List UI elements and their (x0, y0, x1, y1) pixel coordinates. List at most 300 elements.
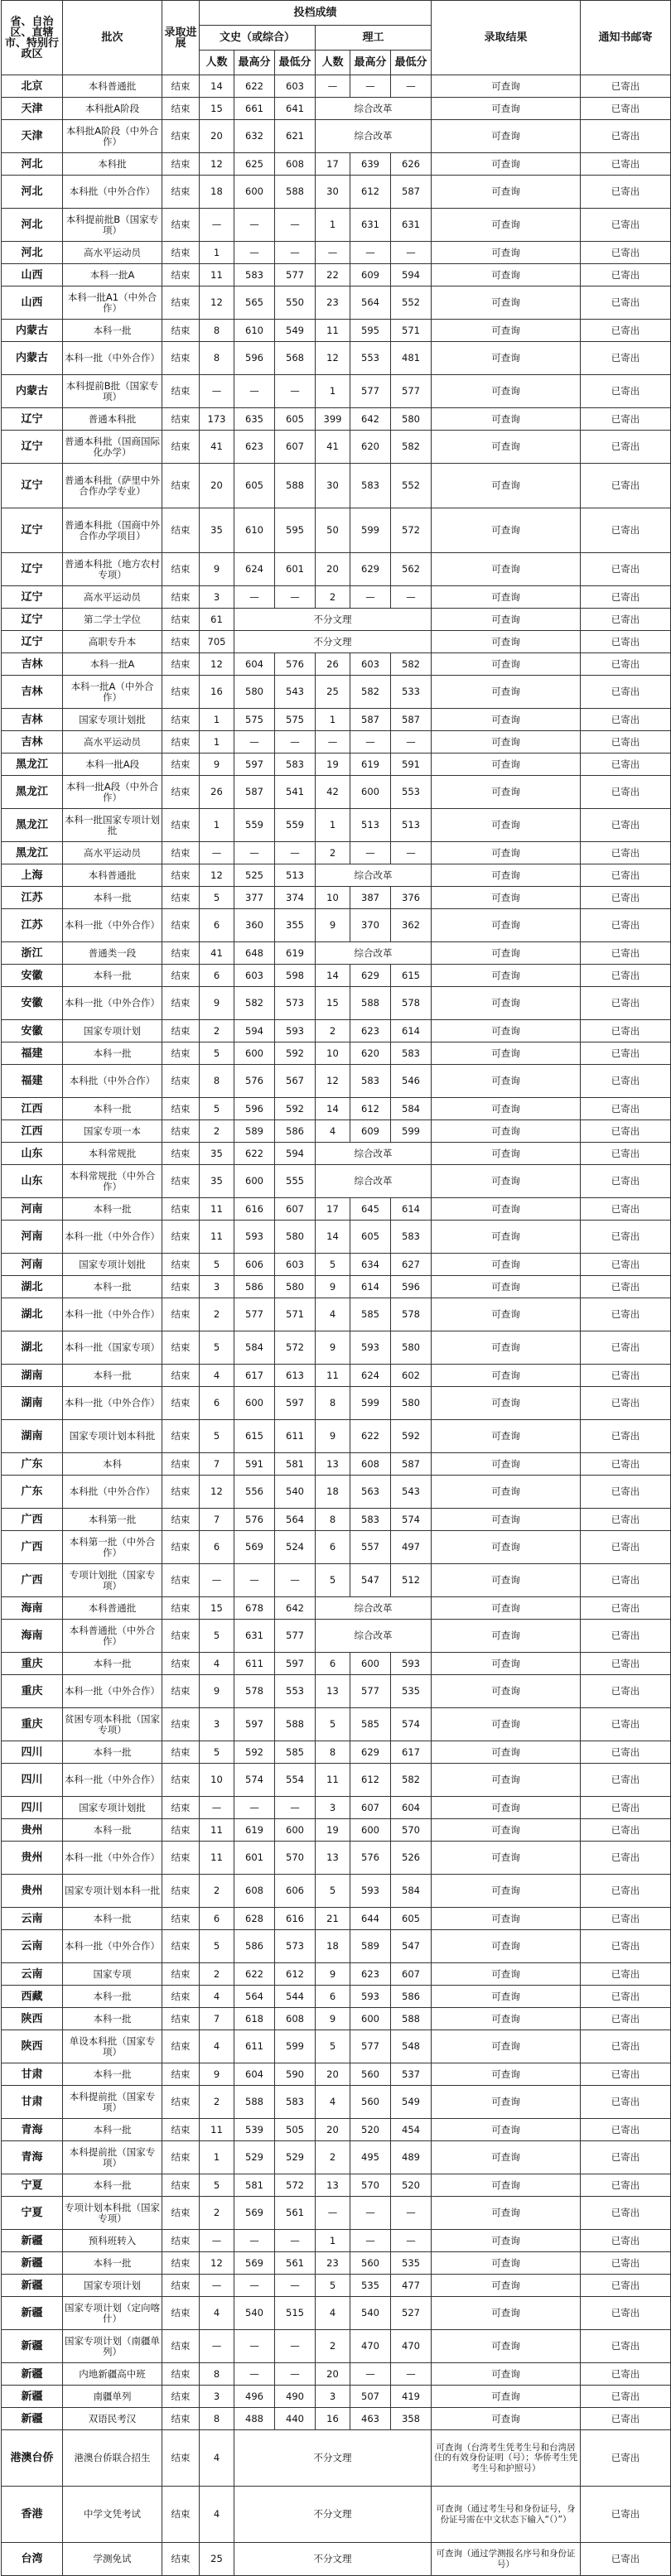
province-cell: 新疆 (2, 2230, 63, 2252)
science-max-cell: 585 (350, 1298, 391, 1331)
col-batch-header: 批次 (63, 1, 162, 75)
science-count-cell: 5 (316, 1254, 350, 1276)
province-cell: 河北 (2, 242, 63, 264)
notice-cell: 已寄出 (581, 942, 671, 965)
notice-cell: 已寄出 (581, 1531, 671, 1564)
result-cell: 可查询 (432, 754, 581, 776)
province-cell: 北京 (2, 75, 63, 98)
science-max-cell: — (350, 731, 391, 754)
notice-cell: 已寄出 (581, 242, 671, 264)
province-cell: 河北 (2, 176, 63, 209)
progress-cell: 结束 (162, 2543, 200, 2576)
table-row (2, 1930, 671, 1963)
province-cell: 辽宁 (2, 431, 63, 464)
batch-cell: 内地新疆高中班 (63, 2363, 162, 2386)
progress-cell: 结束 (162, 709, 200, 731)
province-cell: 湖南 (2, 1387, 63, 1420)
science-min-cell: — (391, 2230, 432, 2252)
science-count-cell: 6 (316, 1653, 350, 1675)
arts-count-cell: 2 (200, 2197, 234, 2230)
result-cell: 可查询 (432, 1620, 581, 1653)
arts-min-cell: 572 (275, 1331, 316, 1365)
result-cell: 可查询 (432, 2063, 581, 2086)
science-count-cell: 13 (316, 1453, 350, 1476)
arts-min-header: 最低分 (275, 51, 316, 75)
science-max-cell: 582 (350, 676, 391, 709)
table-row (2, 1531, 671, 1564)
notice-cell: 已寄出 (581, 1298, 671, 1331)
arts-count-cell: 12 (200, 653, 234, 676)
table-row (2, 2174, 671, 2197)
science-max-cell: 600 (350, 776, 391, 809)
arts-min-cell: 597 (275, 1653, 316, 1675)
arts-min-cell: 641 (275, 98, 316, 120)
science-max-cell: 387 (350, 887, 391, 909)
province-cell: 山东 (2, 1165, 63, 1198)
merged-note-cell: 综合改革 (316, 942, 432, 965)
science-max-cell: 605 (350, 1221, 391, 1254)
science-min-cell: — (391, 586, 432, 609)
arts-min-cell: 580 (275, 1276, 316, 1298)
arts-count-cell: 1 (200, 242, 234, 264)
province-cell: 天津 (2, 98, 63, 120)
science-min-cell: 592 (391, 1420, 432, 1453)
arts-max-cell: 576 (234, 1065, 275, 1098)
province-cell: 陕西 (2, 2008, 63, 2030)
science-min-cell: 520 (391, 2174, 432, 2197)
science-min-cell: — (391, 2363, 432, 2386)
arts-count-cell: — (200, 2230, 234, 2252)
progress-cell: 结束 (162, 1875, 200, 1908)
science-count-cell: 2 (316, 586, 350, 609)
science-min-cell: 582 (391, 1764, 432, 1797)
science-max-cell: 470 (350, 2330, 391, 2363)
col-notice-header: 通知书邮寄 (581, 1, 671, 75)
science-count-cell: 6 (316, 1986, 350, 2008)
notice-cell: 已寄出 (581, 2008, 671, 2030)
science-count-cell: 4 (316, 2297, 350, 2330)
province-cell: 贵州 (2, 1842, 63, 1875)
arts-max-cell: 596 (234, 342, 275, 375)
arts-min-cell: 571 (275, 1298, 316, 1331)
science-min-cell: 535 (391, 1675, 432, 1708)
science-max-cell: 588 (350, 987, 391, 1020)
science-min-cell: 376 (391, 887, 432, 909)
notice-cell: 已寄出 (581, 709, 671, 731)
province-cell: 天津 (2, 120, 63, 153)
notice-cell: 已寄出 (581, 1963, 671, 1986)
arts-count-cell: 2 (200, 1020, 234, 1042)
table-row (2, 431, 671, 464)
batch-cell: 本科批（中外合作） (63, 176, 162, 209)
science-min-cell: 572 (391, 508, 432, 553)
arts-max-header: 最高分 (234, 51, 275, 75)
science-max-cell: 583 (350, 1509, 391, 1531)
science-min-cell: 582 (391, 431, 432, 464)
progress-cell: 结束 (162, 1165, 200, 1198)
science-max-cell: 577 (350, 375, 391, 408)
result-cell: 可查询 (432, 1065, 581, 1098)
batch-cell: 本科第一批（中外合作） (63, 1531, 162, 1564)
science-count-cell: 10 (316, 1042, 350, 1065)
result-cell: 可查询 (432, 508, 581, 553)
science-min-cell: 593 (391, 1653, 432, 1675)
arts-count-header: 人数 (200, 51, 234, 75)
arts-count-cell: 12 (200, 864, 234, 887)
batch-cell: 国家专项 (63, 1963, 162, 1986)
result-cell: 可查询 (432, 1708, 581, 1741)
province-cell: 甘肃 (2, 2063, 63, 2086)
batch-cell: 本科一批（中外合作） (63, 1930, 162, 1963)
result-cell: 可查询 (432, 1198, 581, 1221)
arts-count-cell: 4 (200, 1653, 234, 1675)
arts-count-cell: 7 (200, 1453, 234, 1476)
result-cell: 可查询 (432, 120, 581, 153)
table-row (2, 176, 671, 209)
province-cell: 湖南 (2, 1365, 63, 1387)
progress-cell: 结束 (162, 2330, 200, 2363)
arts-max-cell: 604 (234, 2063, 275, 2086)
arts-max-cell: 556 (234, 1476, 275, 1509)
arts-max-cell: 596 (234, 1098, 275, 1120)
table-row (2, 2141, 671, 2174)
science-max-cell: 623 (350, 1963, 391, 1986)
arts-max-cell: 587 (234, 776, 275, 809)
progress-cell: 结束 (162, 286, 200, 320)
science-max-cell: 547 (350, 1564, 391, 1597)
science-count-cell: 6 (316, 1531, 350, 1564)
notice-cell: 已寄出 (581, 631, 671, 653)
result-cell: 可查询 (432, 676, 581, 709)
progress-cell: 结束 (162, 1020, 200, 1042)
progress-cell: 结束 (162, 98, 200, 120)
progress-cell: 结束 (162, 1764, 200, 1797)
result-cell: 可查询 (432, 75, 581, 98)
result-cell: 可查询 (432, 1298, 581, 1331)
province-cell: 河南 (2, 1221, 63, 1254)
batch-cell: 本科一批 (63, 1365, 162, 1387)
province-cell: 吉林 (2, 731, 63, 754)
result-cell: 可查询 (432, 2297, 581, 2330)
progress-cell: 结束 (162, 2252, 200, 2275)
arts-min-cell: 607 (275, 431, 316, 464)
group-arts-header: 文史（或综合） (200, 26, 316, 51)
province-cell: 广东 (2, 1453, 63, 1476)
arts-max-cell: 594 (234, 1020, 275, 1042)
province-cell: 山西 (2, 286, 63, 320)
notice-cell: 已寄出 (581, 1875, 671, 1908)
result-cell: 可查询 (432, 1420, 581, 1453)
result-cell: 可查询 (432, 1120, 581, 1143)
arts-max-cell: 678 (234, 1597, 275, 1620)
science-max-cell: 577 (350, 2030, 391, 2063)
arts-max-cell: 559 (234, 809, 275, 842)
result-cell: 可查询 (432, 586, 581, 609)
result-cell: 可查询 (432, 987, 581, 1020)
science-min-cell: — (391, 731, 432, 754)
science-min-cell: 527 (391, 2297, 432, 2330)
science-max-cell: 612 (350, 1098, 391, 1120)
batch-cell: 本科一批（中外合作） (63, 987, 162, 1020)
progress-cell: 结束 (162, 1098, 200, 1120)
science-count-cell: 2 (316, 1020, 350, 1042)
batch-cell: 高职专升本 (63, 631, 162, 653)
province-cell: 新疆 (2, 2363, 63, 2386)
science-max-cell: 634 (350, 1254, 391, 1276)
batch-cell: 本科一批A1（中外合作） (63, 286, 162, 320)
arts-count-cell: 1 (200, 809, 234, 842)
science-min-cell: 454 (391, 2119, 432, 2141)
batch-cell: 国家专项计划 (63, 2275, 162, 2297)
arts-max-cell: 496 (234, 2386, 275, 2408)
arts-count-cell: — (200, 1797, 234, 1819)
arts-max-cell: 593 (234, 1221, 275, 1254)
arts-min-cell: 603 (275, 1254, 316, 1276)
arts-min-cell: 611 (275, 1420, 316, 1453)
result-cell: 可查询 (432, 408, 581, 431)
progress-cell: 结束 (162, 1276, 200, 1298)
progress-cell: 结束 (162, 2063, 200, 2086)
arts-max-cell: — (234, 209, 275, 242)
science-max-cell: 593 (350, 1986, 391, 2008)
province-cell: 浙江 (2, 942, 63, 965)
table-row (2, 2543, 671, 2576)
science-count-cell: 1 (316, 2230, 350, 2252)
province-cell: 云南 (2, 1930, 63, 1963)
science-max-cell: 612 (350, 176, 391, 209)
result-cell: 可查询 (432, 1675, 581, 1708)
result-cell: 可查询 (432, 1963, 581, 1986)
result-cell: 可查询 (432, 1797, 581, 1819)
arts-max-cell: 591 (234, 1453, 275, 1476)
science-count-cell: 2 (316, 842, 350, 864)
table-row (2, 631, 671, 653)
arts-max-cell: 631 (234, 1620, 275, 1653)
arts-count-cell: 35 (200, 1165, 234, 1198)
table-row (2, 2086, 671, 2119)
progress-cell: 结束 (162, 408, 200, 431)
arts-max-cell: 575 (234, 709, 275, 731)
arts-count-cell: 173 (200, 408, 234, 431)
batch-cell: 本科一批（中外合作） (63, 342, 162, 375)
result-cell: 可查询 (432, 1365, 581, 1387)
science-max-cell: 642 (350, 408, 391, 431)
science-count-cell: 26 (316, 653, 350, 676)
province-cell: 辽宁 (2, 508, 63, 553)
arts-count-cell: 5 (200, 1620, 234, 1653)
arts-count-cell: 26 (200, 776, 234, 809)
progress-cell: 结束 (162, 2030, 200, 2063)
science-count-cell: 3 (316, 2386, 350, 2408)
arts-count-cell: 35 (200, 508, 234, 553)
notice-cell: 已寄出 (581, 1143, 671, 1165)
province-cell: 新疆 (2, 2330, 63, 2363)
province-cell: 河南 (2, 1198, 63, 1221)
result-cell: 可查询 (432, 286, 581, 320)
province-cell: 辽宁 (2, 631, 63, 653)
arts-count-cell: 2 (200, 1120, 234, 1143)
science-min-cell: 574 (391, 1708, 432, 1741)
notice-cell: 已寄出 (581, 1165, 671, 1198)
arts-max-cell: 608 (234, 1875, 275, 1908)
result-cell: 可查询 (432, 1254, 581, 1276)
science-min-cell: — (391, 242, 432, 264)
batch-cell: 普通类一段 (63, 942, 162, 965)
table-row (2, 1675, 671, 1708)
table-row (2, 909, 671, 942)
batch-cell: 本科一批（中外合作） (63, 1842, 162, 1875)
notice-cell: 已寄出 (581, 209, 671, 242)
result-cell: 可查询 (432, 98, 581, 120)
science-max-cell: 629 (350, 553, 391, 586)
batch-cell: 普通本科批（国商国际化办学） (63, 431, 162, 464)
notice-cell: 已寄出 (581, 553, 671, 586)
science-count-cell: 9 (316, 1331, 350, 1365)
arts-max-cell: 605 (234, 464, 275, 508)
arts-min-cell: 575 (275, 709, 316, 731)
result-cell: 可查询 (432, 1042, 581, 1065)
science-min-cell: 626 (391, 153, 432, 176)
table-row (2, 75, 671, 98)
batch-cell: 本科提前批（国家专项） (63, 2086, 162, 2119)
arts-max-cell: 574 (234, 1764, 275, 1797)
science-min-cell: 577 (391, 375, 432, 408)
arts-max-cell: 625 (234, 153, 275, 176)
arts-count-cell: 12 (200, 2252, 234, 2275)
arts-count-cell: 8 (200, 1065, 234, 1098)
table-row (2, 809, 671, 842)
progress-cell: 结束 (162, 1531, 200, 1564)
province-cell: 新疆 (2, 2252, 63, 2275)
science-count-cell: 20 (316, 2363, 350, 2386)
science-min-cell: — (391, 2197, 432, 2230)
science-count-cell: 15 (316, 987, 350, 1020)
science-max-cell: 513 (350, 809, 391, 842)
batch-cell: 本科批（中外合作） (63, 1065, 162, 1098)
science-max-cell: — (350, 586, 391, 609)
arts-count-cell: 5 (200, 1741, 234, 1764)
science-count-cell: 8 (316, 1741, 350, 1764)
result-cell: 可查询（通过学测报名序号和身份证号） (432, 2543, 581, 2576)
table-row (2, 1875, 671, 1908)
science-count-cell: 10 (316, 887, 350, 909)
notice-cell: 已寄出 (581, 153, 671, 176)
province-cell: 甘肃 (2, 2086, 63, 2119)
batch-cell: 本科常规批 (63, 1143, 162, 1165)
province-cell: 江苏 (2, 909, 63, 942)
table-row (2, 2030, 671, 2063)
result-cell: 可查询 (432, 2086, 581, 2119)
batch-cell: 本科普通批（中外合作） (63, 1620, 162, 1653)
science-count-cell: 19 (316, 1819, 350, 1842)
merged-note-cell: 不分文理 (234, 2430, 432, 2487)
arts-max-cell: 582 (234, 987, 275, 1020)
province-cell: 山西 (2, 264, 63, 286)
arts-count-cell: 705 (200, 631, 234, 653)
science-min-cell: 526 (391, 1842, 432, 1875)
batch-cell: 专项计划批（国家专项） (63, 1564, 162, 1597)
progress-cell: 结束 (162, 1653, 200, 1675)
progress-cell: 结束 (162, 1963, 200, 1986)
science-count-cell: 8 (316, 1387, 350, 1420)
province-cell: 吉林 (2, 653, 63, 676)
progress-cell: 结束 (162, 1842, 200, 1875)
result-cell: 可查询 (432, 776, 581, 809)
col-scores-header: 投档成绩 (200, 1, 432, 26)
province-cell: 辽宁 (2, 609, 63, 631)
table-row (2, 2252, 671, 2275)
arts-count-cell: 8 (200, 2363, 234, 2386)
arts-min-cell: — (275, 586, 316, 609)
arts-count-cell: 5 (200, 2174, 234, 2197)
table-row (2, 1708, 671, 1741)
table-row (2, 776, 671, 809)
batch-cell: 普通本科批（国商中外合作办学项目） (63, 508, 162, 553)
table-row (2, 942, 671, 965)
arts-min-cell: — (275, 2330, 316, 2363)
arts-count-cell: 11 (200, 1842, 234, 1875)
arts-count-cell: 6 (200, 909, 234, 942)
arts-max-cell: 623 (234, 431, 275, 464)
province-cell: 宁夏 (2, 2174, 63, 2197)
science-max-cell: 507 (350, 2386, 391, 2408)
arts-max-cell: 606 (234, 1254, 275, 1276)
result-cell: 可查询 (432, 2252, 581, 2275)
batch-cell: 第二学士学位 (63, 609, 162, 631)
progress-cell: 结束 (162, 1198, 200, 1221)
science-count-cell: 41 (316, 431, 350, 464)
arts-max-cell: 617 (234, 1365, 275, 1387)
progress-cell: 结束 (162, 508, 200, 553)
science-count-cell: 14 (316, 1098, 350, 1120)
batch-cell: 单设本科批（国家专项） (63, 2030, 162, 2063)
arts-max-cell: 616 (234, 1198, 275, 1221)
province-cell: 青海 (2, 2141, 63, 2174)
table-row (2, 1165, 671, 1198)
province-cell: 云南 (2, 1908, 63, 1930)
table-row (2, 2430, 671, 2487)
progress-cell: 结束 (162, 1908, 200, 1930)
arts-count-cell: 12 (200, 286, 234, 320)
batch-cell: 本科一批 (63, 1653, 162, 1675)
arts-min-cell: — (275, 842, 316, 864)
result-cell: 可查询 (432, 1509, 581, 1531)
science-max-cell: 600 (350, 2008, 391, 2030)
arts-max-cell: 603 (234, 965, 275, 987)
arts-min-cell: 543 (275, 676, 316, 709)
notice-cell: 已寄出 (581, 1930, 671, 1963)
arts-min-cell: 590 (275, 2063, 316, 2086)
notice-cell: 已寄出 (581, 809, 671, 842)
batch-cell: 本科一批国家专项计划批 (63, 809, 162, 842)
table-row (2, 987, 671, 1020)
science-min-cell: 615 (391, 965, 432, 987)
table-row (2, 120, 671, 153)
province-cell: 湖南 (2, 1420, 63, 1453)
science-min-cell: — (391, 75, 432, 98)
result-cell: 可查询 (432, 1331, 581, 1365)
province-cell: 辽宁 (2, 464, 63, 508)
arts-min-cell: 606 (275, 1875, 316, 1908)
science-max-cell: — (350, 2363, 391, 2386)
notice-cell: 已寄出 (581, 2197, 671, 2230)
science-count-cell: 20 (316, 2119, 350, 2141)
batch-cell: 中学文凭考试 (63, 2487, 162, 2543)
progress-cell: 结束 (162, 1986, 200, 2008)
province-cell: 上海 (2, 864, 63, 887)
arts-min-cell: — (275, 2275, 316, 2297)
science-min-cell: 547 (391, 1930, 432, 1963)
